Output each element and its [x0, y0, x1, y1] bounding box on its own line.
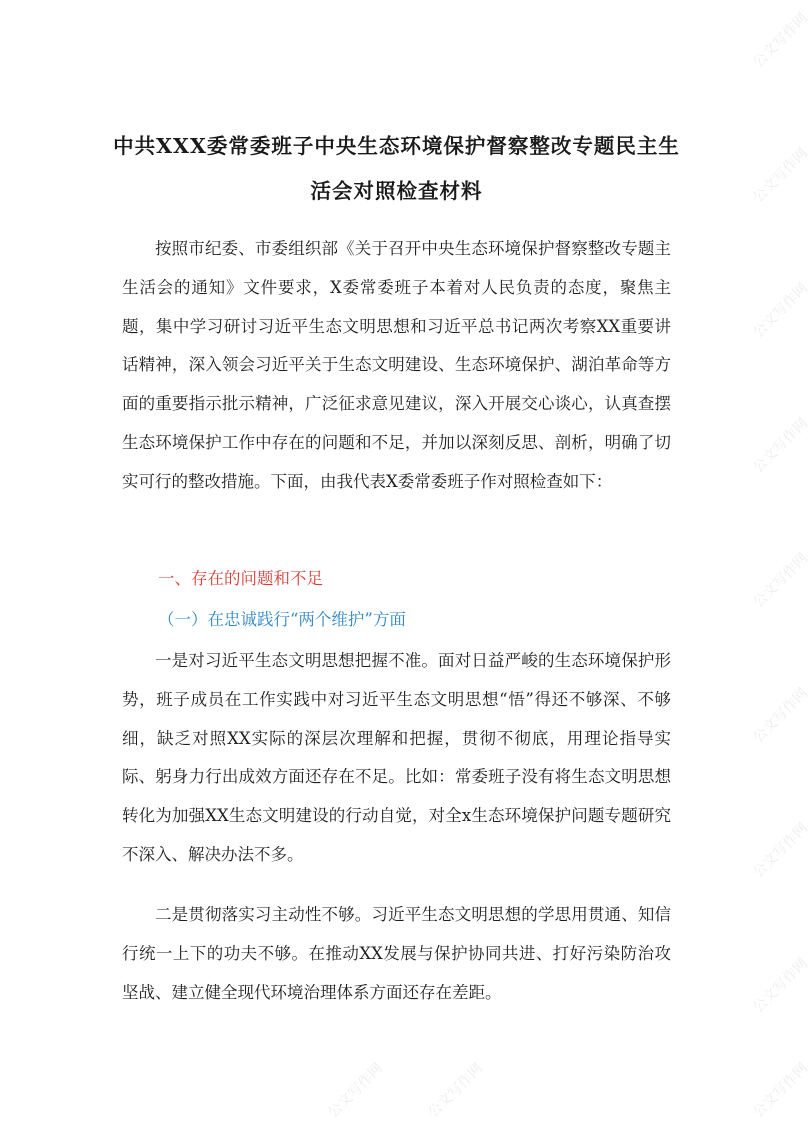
watermark-text: 公文写作网	[750, 1060, 812, 1122]
watermark-text: 公文写作网	[750, 10, 812, 72]
watermark-text: 公文写作网	[750, 685, 812, 747]
watermark-text: 公文写作网	[750, 820, 812, 882]
subsection-heading-loyalty: （一）在忠诚践行“两个维护”方面	[158, 610, 406, 629]
watermark-text: 公文写作网	[750, 955, 812, 1017]
watermark-text: 公文写作网	[750, 550, 812, 612]
section-heading-problems: 一、存在的问题和不足	[158, 569, 323, 588]
watermark-text: 公文写作网	[750, 145, 812, 207]
paragraph-point-one: 一是对习近平生态文明思想把握不准。面对日益严峻的生态环境保护形势，班子成员在工作实践中对习近平生态文明思想“悟”得还不够深、不够细，缺乏对照XX实际的深层次理解和把握，贯彻不彻底，用理论指导实际、躬身力行出成效方面还存在不足。比如：常委班子没有将生态文明思想转化为加强XX生态文明建设的行动自觉，对全x生态环境保护问题专题研究不深入、解决办法不多。	[122, 651, 671, 864]
watermark-text: 公文写作网	[750, 280, 812, 342]
document-title-line-2: 活会对照检查材料	[310, 179, 483, 203]
watermark-text: 公文写作网	[750, 415, 812, 477]
intro-paragraph: 按照市纪委、市委组织部《关于召开中央生态环境保护督察整改专题主生活会的通知》文件要求，X委常委班子本着对人民负责的态度，聚焦主题，集中学习研讨习近平生态文明思想和习近平总书记两次考察XX重要讲话精神，深入领会习近平关于生态文明建设、生态环境保护、湖泊革命等方面的重要指示批示精神，广泛征求意见建议，深入开展交心谈心，认真查摆生态环境保护工作中存在的问题和不足，并加以深刻反思、剖析，明确了切实可行的整改措施。下面，由我代表X委常委班子作对照检查如下：	[122, 239, 671, 491]
document-title-line-1: 中共XXX委常委班子中央生态环境保护督察整改专题民主生	[113, 134, 680, 158]
watermark-text: 公文写作网	[425, 1060, 487, 1122]
paragraph-point-two: 二是贯彻落实习主动性不够。习近平生态文明思想的学思用贯通、知信行统一上下的功夫不够。在推动XX发展与保护协同共进、打好污染防治攻坚战、建立健全现代环境治理体系方面还存在差距。	[122, 905, 671, 1002]
watermark-text: 公文写作网	[325, 1060, 387, 1122]
